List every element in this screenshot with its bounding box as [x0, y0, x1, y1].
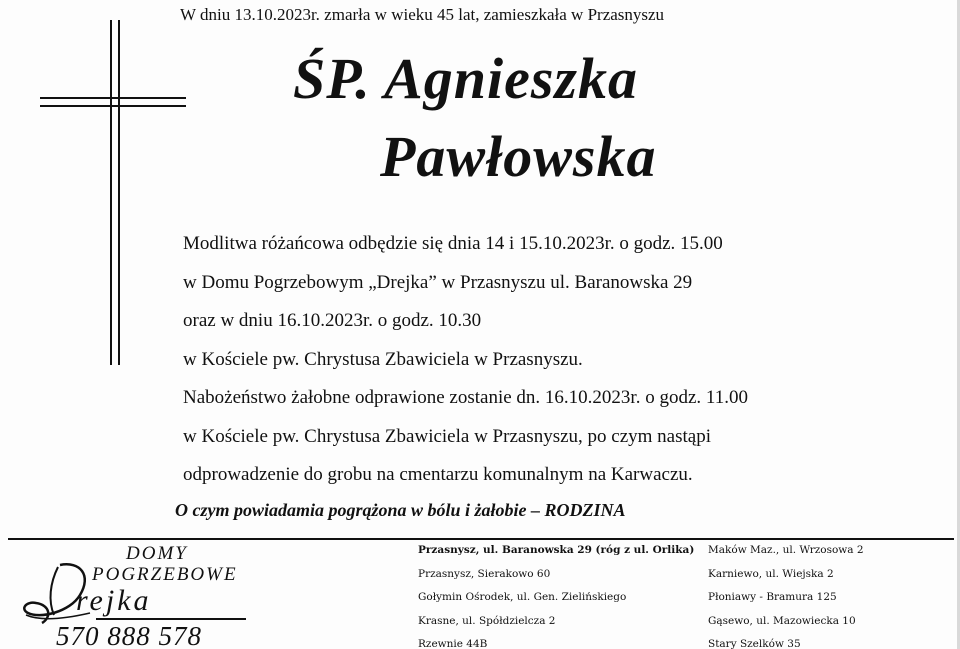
addresses-column-2 — [708, 542, 864, 649]
address-item: Maków Maz., ul. Wrzosowa 2 — [708, 544, 864, 556]
logo-text-pogrzebowe: POGRZEBOWE — [92, 564, 238, 585]
address-item: Karniewo, ul. Wiejska 2 — [708, 567, 834, 580]
address-item: Gołymin Ośrodek, ul. Gen. Zielińskiego — [418, 591, 627, 603]
footer-divider — [8, 538, 954, 540]
cross-icon — [40, 20, 190, 365]
logo-rule — [96, 618, 246, 620]
intro-line: W dniu 13.10.2023r. zmarła w wieku 45 lat, zamieszkała w Przasnyszu — [180, 5, 665, 24]
address-item: Rzewnie 44B — [418, 638, 488, 649]
phone-number: 570 888 578 — [56, 621, 202, 649]
address-item: Przasnysz, ul. Baranowska 29 (róg z ul. Orlika) — [418, 544, 695, 556]
detail-line: Modlitwa różańcowa odbędzie się dnia 14 i 15.10.2023r. o godz. 15.00 — [183, 233, 723, 254]
address-item: Gąsewo, ul. Mazowiecka 10 — [708, 614, 856, 627]
address-item: Stary Szelków 35 — [708, 638, 801, 649]
detail-line: Nabożeństwo żałobne odprawione zostanie dn. 16.10.2023r. o godz. 11.00 — [183, 387, 748, 408]
closing-line: O czym powiadamia pogrążona w bólu i żałobie – RODZINA — [175, 500, 626, 520]
logo-text-domy: DOMY — [126, 543, 188, 564]
address-item: Krasne, ul. Spółdzielcza 2 — [418, 614, 556, 627]
ceremony-details — [183, 232, 748, 502]
detail-line: w Kościele pw. Chrystusa Zbawiciela w Przasnyszu, po czym nastąpi — [183, 425, 711, 447]
detail-line: w Domu Pogrzebowym „Drejka” w Przasnyszu ul. Baranowska 29 — [183, 271, 693, 293]
detail-line: w Kościele pw. Chrystusa Zbawiciela w Przasnyszu. — [183, 348, 583, 370]
funeral-home-logo — [18, 541, 278, 649]
deceased-name-line1: ŚP. Agnieszka — [293, 46, 638, 111]
deceased-name-line2: Pawłowska — [380, 124, 657, 189]
addresses-column-1 — [418, 542, 694, 649]
address-item: Płoniawy - Bramura 125 — [708, 591, 837, 603]
detail-line: oraz w dniu 16.10.2023r. o godz. 10.30 — [183, 310, 482, 331]
logo-script-name: rejka — [76, 584, 152, 617]
detail-line: odprowadzenie do grobu na cmentarzu komunalnym na Karwaczu. — [183, 464, 693, 485]
address-item: Przasnysz, Sierakowo 60 — [418, 567, 551, 580]
